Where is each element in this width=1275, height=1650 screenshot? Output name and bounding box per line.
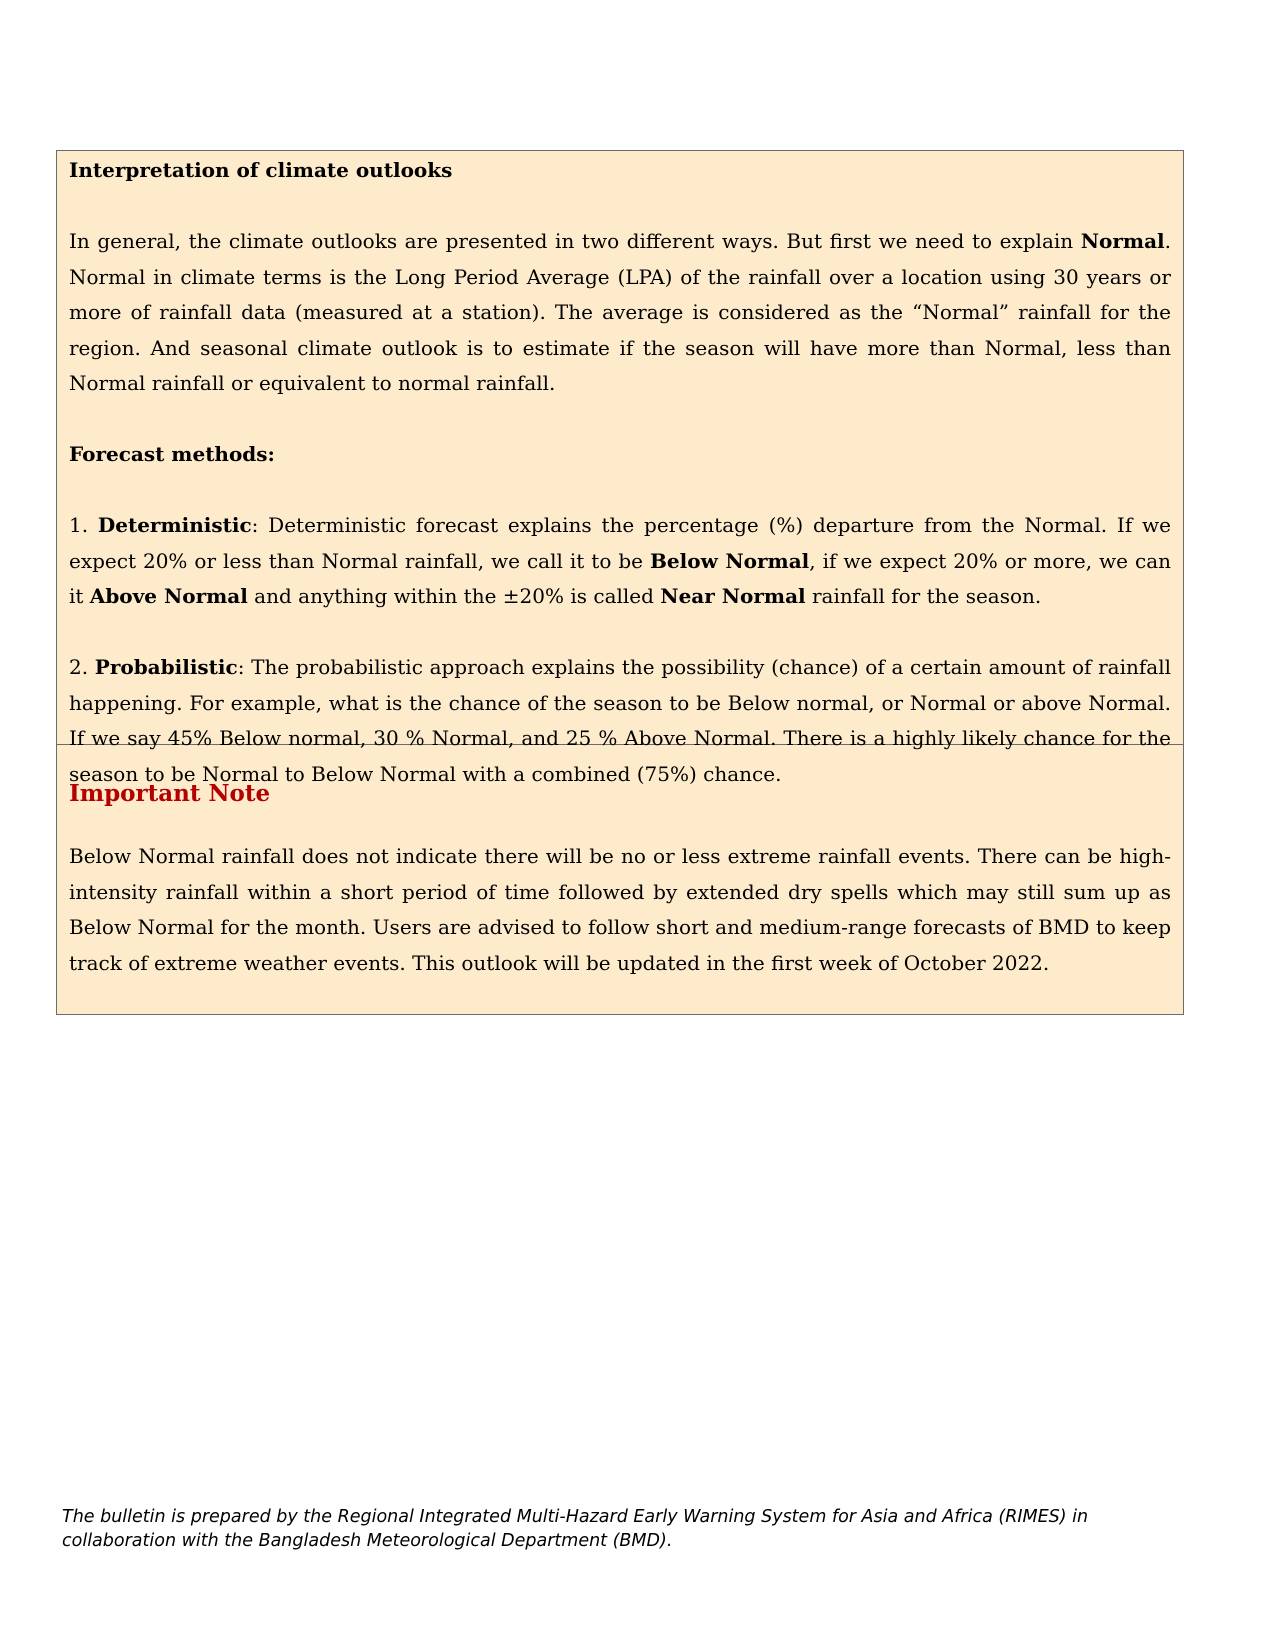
normal-definition-paragraph: In general, the climate outlooks are presented in two different ways. But first we need to explain Normal. Normal in climate terms is the Long Period Average (LPA) of the rainfall over a location using 30 years or more of rainfall data (measured at a station). The average is considered as the “Normal” rainfall for the region. And seasonal climate outlook is to estimate if the season will have more than Normal, less than Normal rainfall or equivalent to normal rainfall. bbox=[69, 229, 1171, 395]
deterministic-paragraph: 1. Deterministic: Deterministic forecast explains the percentage (%) departure from the Normal. If we expect 20% or less than Normal rainfall, we call it to be Below Normal, if we expect 20% or more, we can it Above Normal and anything within the ±20% is called Near Normal rainfall for the season. bbox=[69, 513, 1172, 608]
interpretation-section bbox=[57, 151, 1183, 786]
outlook-info-box bbox=[56, 150, 1184, 1015]
forecast-methods-title: Forecast methods: bbox=[69, 442, 275, 466]
above-normal-term: Above Normal bbox=[89, 584, 248, 608]
normal-term: Normal bbox=[1080, 229, 1165, 253]
interpretation-title: Interpretation of climate outlooks bbox=[69, 158, 453, 182]
below-normal-term: Below Normal bbox=[650, 548, 810, 573]
probabilistic-paragraph: 2. Probabilistic: The probabilistic approach explains the possibility (chance) of a certain amount of rainfall happening. For example, what is the chance of the season to be Below normal, or Normal or above Normal. If we say 45% Below normal, 30 % Normal, and 25 % Above Normal. There is a highly likely chance for the season to be Normal to Below Normal with a combined (75%) chance. bbox=[69, 655, 1171, 786]
probabilistic-term: Probabilistic bbox=[94, 655, 238, 679]
near-normal-term: Near Normal bbox=[660, 584, 806, 608]
important-note-text: Below Normal rainfall does not indicate there will be no or less extreme rainfall events. There can be high-intensity rainfall within a short period of time followed by extended dry spells which may still sum up as Below Normal for the month. Users are advised to follow short and medium-range forecasts of BMD to keep track of extreme weather events. This outlook will be updated in the first week of October 2022. bbox=[69, 844, 1171, 975]
bulletin-footer: The bulletin is prepared by the Regional Integrated Multi-Hazard Early Warning System for Asia and Africa (RIMES) in collaboration with the Bangladesh Meteorological Department (BMD). bbox=[62, 1507, 1089, 1551]
important-note-title: Important Note bbox=[69, 780, 271, 807]
deterministic-term: Deterministic bbox=[97, 513, 252, 537]
